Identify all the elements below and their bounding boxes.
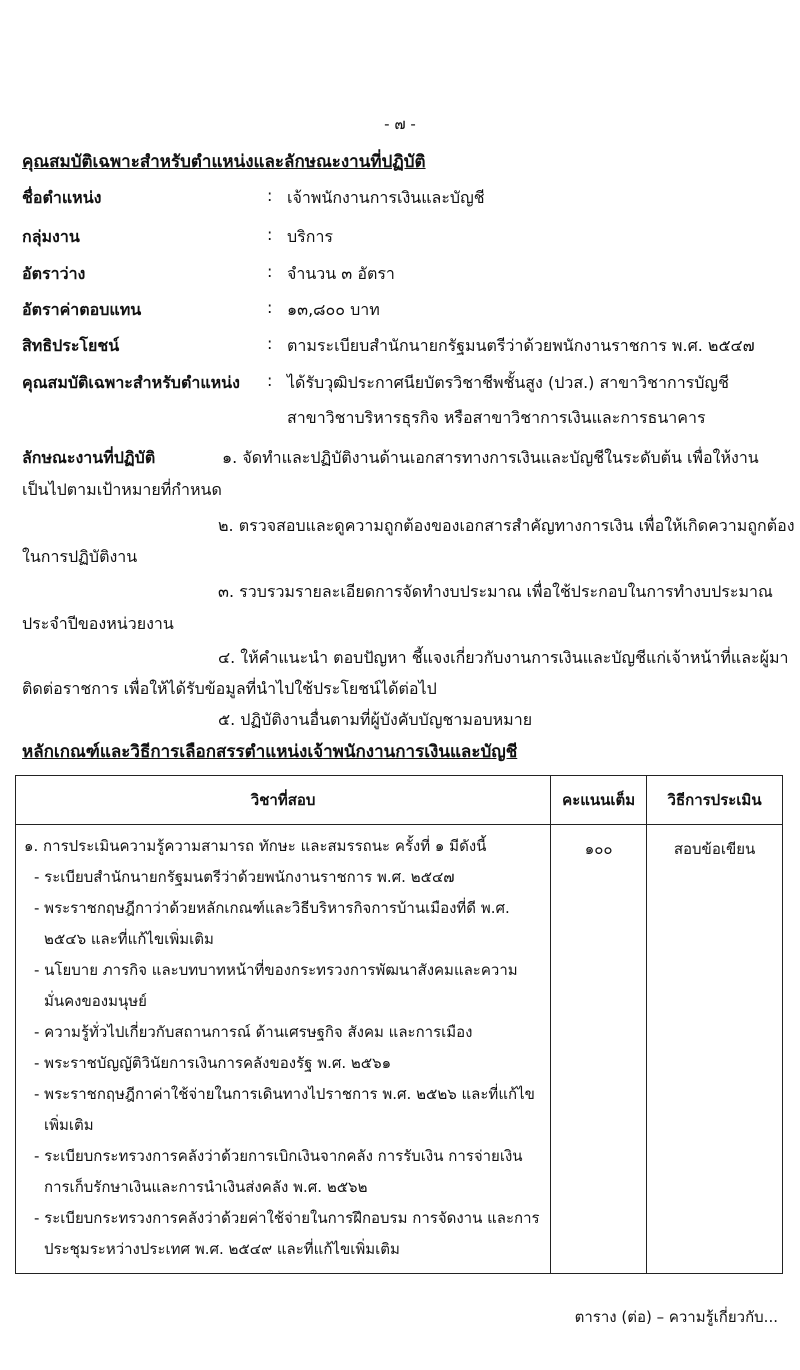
full-score-cell: ๑๐๐ bbox=[551, 825, 647, 1274]
duty-item-4-cont: ติดต่อราชการ เพื่อให้ได้รับข้อมูลที่นำไปใช้ประโยชน์ได้ต่อไป bbox=[22, 679, 437, 698]
evaluation-method-cell: สอบข้อเขียน bbox=[647, 825, 783, 1274]
qualifications-heading: คุณสมบัติเฉพาะสำหรับตำแหน่งและลักษณะงานที่ปฏิบัติ bbox=[22, 152, 426, 172]
duty-item-4: ๔. ให้คำแนะนำ ตอบปัญหา ชี้แจงเกี่ยวกับงานการเงินและบัญชีแก่เจ้าหน้าที่และผู้มา bbox=[218, 648, 789, 667]
info-label: กลุ่มงาน bbox=[22, 227, 80, 246]
duty-item-3: ๓. รวบรวมรายละเอียดการจัดทำงบประมาณ เพื่อใช้ประกอบในการทำงบประมาณ bbox=[218, 582, 773, 601]
info-value-cont: สาขาวิชาบริหารธุรกิจ หรือสาขาวิชาการเงินและการธนาคาร bbox=[287, 408, 706, 427]
topic-item: - พระราชบัญญัติวินัยการเงินการคลังของรัฐ พ.ศ. ๒๕๖๑ bbox=[34, 1054, 392, 1072]
info-label: ชื่อตำแหน่ง bbox=[22, 188, 102, 207]
info-colon: : bbox=[267, 371, 273, 390]
duty-item-1: ๑. จัดทำและปฏิบัติงานด้านเอกสารทางการเงินและบัญชีในระดับต้น เพื่อให้งาน bbox=[222, 448, 759, 467]
topic-item: - พระราชกฤษฎีกาว่าด้วยหลักเกณฑ์และวิธีบริหารกิจการบ้านเมืองที่ดี พ.ศ. ๒๕๔๖ และที่แก้ไขเพิ่มเติม bbox=[34, 899, 510, 948]
info-colon: : bbox=[267, 334, 273, 353]
info-label: คุณสมบัติเฉพาะสำหรับตำแหน่ง bbox=[22, 373, 240, 392]
topic-item: - ระเบียบกระทรวงการคลังว่าด้วยการเบิกเงินจากคลัง การรับเงิน การจ่ายเงิน การเก็บรักษาเงินและการนำเงินส่งคลัง พ.ศ. ๒๕๖๒ bbox=[34, 1147, 523, 1196]
topic-item: - พระราชกฤษฎีกาค่าใช้จ่ายในการเดินทางไปราชการ พ.ศ. ๒๕๒๖ และที่แก้ไขเพิ่มเติม bbox=[34, 1085, 535, 1134]
topic-item: - ความรู้ทั่วไปเกี่ยวกับสถานการณ์ ด้านเศรษฐกิจ สังคม และการเมือง bbox=[34, 1023, 473, 1041]
table-header-row bbox=[16, 776, 783, 825]
duty-item-2: ๒. ตรวจสอบและดูความถูกต้องของเอกสารสำคัญทางการเงิน เพื่อให้เกิดความถูกต้อง bbox=[218, 516, 795, 535]
table-row bbox=[16, 825, 783, 1274]
page-number: - ๗ - bbox=[384, 115, 416, 133]
header-evaluation-method: วิธีการประเมิน bbox=[647, 776, 783, 825]
info-value: ได้รับวุฒิประกาศนียบัตรวิชาชีพชั้นสูง (ปวส.) สาขาวิชาการบัญชี bbox=[287, 373, 729, 392]
info-value: ตามระเบียบสำนักนายกรัฐมนตรีว่าด้วยพนักงานราชการ พ.ศ. ๒๕๔๗ bbox=[287, 336, 755, 355]
selection-criteria-heading: หลักเกณฑ์และวิธีการเลือกสรรตำแหน่งเจ้าพนักงานการเงินและบัญชี bbox=[22, 742, 518, 762]
duty-item-5: ๕. ปฏิบัติงานอื่นตามที่ผู้บังคับบัญชามอบหมาย bbox=[218, 710, 533, 729]
topic-item: - ระเบียบสำนักนายกรัฐมนตรีว่าด้วยพนักงานราชการ พ.ศ. ๒๕๔๗ bbox=[34, 868, 455, 886]
info-colon: : bbox=[267, 298, 273, 317]
info-colon: : bbox=[267, 186, 273, 205]
continuation-note: ตาราง (ต่อ) – ความรู้เกี่ยวกับ... bbox=[574, 1308, 778, 1326]
info-colon: : bbox=[267, 262, 273, 281]
duty-item-1-cont: เป็นไปตามเป้าหมายที่กำหนด bbox=[22, 480, 222, 499]
info-value: เจ้าพนักงานการเงินและบัญชี bbox=[287, 188, 485, 207]
info-label: สิทธิประโยชน์ bbox=[22, 336, 120, 355]
duty-item-2-cont: ในการปฏิบัติงาน bbox=[22, 547, 138, 566]
info-value: ๑๓,๘๐๐ บาท bbox=[287, 300, 380, 319]
section-title: ๑. การประเมินความรู้ความสามารถ ทักษะ และสมรรถนะ ครั้งที่ ๑ มีดังนี้ bbox=[24, 837, 487, 855]
subject-cell bbox=[16, 825, 551, 1274]
exam-table bbox=[15, 775, 783, 1274]
info-label: อัตราว่าง bbox=[22, 264, 86, 283]
duty-item-3-cont: ประจำปีของหน่วยงาน bbox=[22, 614, 174, 633]
duties-label: ลักษณะงานที่ปฏิบัติ bbox=[22, 448, 156, 467]
info-colon: : bbox=[267, 225, 273, 244]
topic-item: - ระเบียบกระทรวงการคลังว่าด้วยค่าใช้จ่ายในการฝึกอบรม การจัดงาน และการประชุมระหว่างประเทศ พ.ศ. ๒๕๔๙ และที่แก้ไขเพิ่มเติม bbox=[34, 1209, 540, 1258]
header-subject: วิชาที่สอบ bbox=[16, 776, 551, 825]
header-full-score: คะแนนเต็ม bbox=[551, 776, 647, 825]
info-value: จำนวน ๓ อัตรา bbox=[287, 264, 395, 283]
topic-item: - นโยบาย ภารกิจ และบทบาทหน้าที่ของกระทรวงการพัฒนาสังคมและความมั่นคงของมนุษย์ bbox=[34, 961, 518, 1010]
info-label: อัตราค่าตอบแทน bbox=[22, 300, 142, 319]
info-value: บริการ bbox=[287, 227, 334, 246]
